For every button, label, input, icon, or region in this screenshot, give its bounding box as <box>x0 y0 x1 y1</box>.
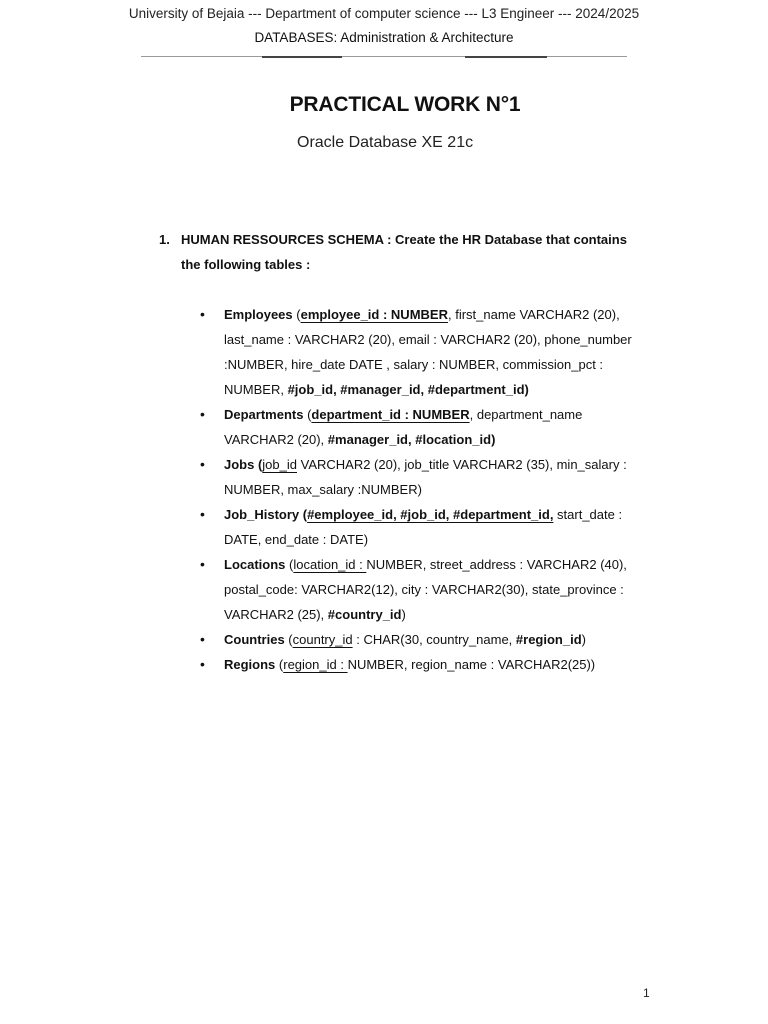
header-institution: University of Bejaia --- Department of computer science --- L3 Engineer --- 2024/2025 <box>128 6 640 21</box>
foreign-keys: #country_id <box>327 607 402 622</box>
table-fields: NUMBER, street_address : VARCHAR2 (40), postal_code: VARCHAR2(12), city : VARCHAR2(30), state_province : VARCHAR2 (25), <box>224 557 627 622</box>
table-fields: , first_name VARCHAR2 (20), last_name : VARCHAR2 (20), email : VARCHAR2 (20), phone_number :NUMBER, hire_date DATE , salary : NUMBER, commission_pct : NUMBER, <box>224 307 632 397</box>
bullet-icon: • <box>200 631 205 647</box>
list-item: • Employees (employee_id : NUMBER, first_name VARCHAR2 (20), last_name : VARCHAR2 (20), email : VARCHAR2 (20), phone_number :NUMBER, hire_date DATE , salary : NUMBER, commission_pct : NUMBER, #job_id, #manager_id, #department_id) <box>200 302 645 402</box>
list-item: • Countries (country_id : CHAR(30, country_name, #region_id) <box>200 627 645 652</box>
list-item <box>200 502 645 552</box>
table-name: Regions <box>224 657 276 672</box>
primary-key: department_id : NUMBER <box>311 407 470 422</box>
header-course: DATABASES: Administration & Architecture <box>254 30 514 45</box>
table-name: Locations <box>224 557 286 572</box>
list-item <box>200 452 645 502</box>
page-title: PRACTICAL WORK N°1 <box>289 93 521 116</box>
table-list <box>200 302 645 677</box>
list-item: • Departments (department_id : NUMBER, department_name VARCHAR2 (20), #manager_id, #location_id) <box>200 402 645 452</box>
section-heading <box>159 227 639 277</box>
table-name: Jobs ( <box>224 457 263 472</box>
table-name: Countries <box>224 632 285 647</box>
primary-key: job_id <box>262 457 297 472</box>
primary-key: #employee_id, #job_id, #department_id, <box>307 507 554 522</box>
foreign-keys: #job_id, #manager_id, #department_id) <box>287 382 529 397</box>
header-rule <box>141 56 627 57</box>
table-fields: start_date : DATE, end_date : DATE) <box>224 507 623 547</box>
bullet-icon: • <box>200 656 205 672</box>
primary-key: location_id : <box>293 557 367 572</box>
list-item: • Locations (location_id : NUMBER, street_address : VARCHAR2 (40), postal_code: VARCHAR2(12), city : VARCHAR2(30), state_province : VARCHAR2 (25), #country_id) <box>200 552 645 627</box>
bullet-icon: • <box>200 406 205 422</box>
section-number: 1. <box>159 232 170 247</box>
table-fields: NUMBER, region_name : VARCHAR2(25)) <box>347 657 596 672</box>
table-name: Departments <box>224 407 304 422</box>
bullet-icon: • <box>200 506 205 522</box>
list-item: • Regions (region_id : NUMBER, region_name : VARCHAR2(25)) <box>200 652 645 677</box>
primary-key: country_id <box>292 632 353 647</box>
table-name: Employees <box>224 307 293 322</box>
table-fields: : CHAR(30, country_name, <box>352 632 516 647</box>
page-subtitle: Oracle Database XE 21c <box>297 134 474 151</box>
table-name: Job_History ( <box>224 507 308 522</box>
table-fields: , department_name VARCHAR2 (20), <box>224 407 583 447</box>
header-rule-accent <box>262 56 342 58</box>
foreign-keys: #region_id <box>515 632 582 647</box>
bullet-icon: • <box>200 556 205 572</box>
header-rule-accent <box>465 56 547 58</box>
bullet-icon: • <box>200 456 205 472</box>
page-number: 1 <box>643 986 650 1000</box>
foreign-keys: #manager_id, #location_id) <box>327 432 496 447</box>
primary-key: region_id : <box>283 657 348 672</box>
bullet-icon: • <box>200 306 205 322</box>
table-fields: VARCHAR2 (20), job_title VARCHAR2 (35), min_salary : NUMBER, max_salary :NUMBER) <box>224 457 627 497</box>
primary-key: employee_id : NUMBER <box>300 307 448 322</box>
section-text: HUMAN RESSOURCES SCHEMA : Create the HR Database that contains the following tables : <box>181 232 627 272</box>
